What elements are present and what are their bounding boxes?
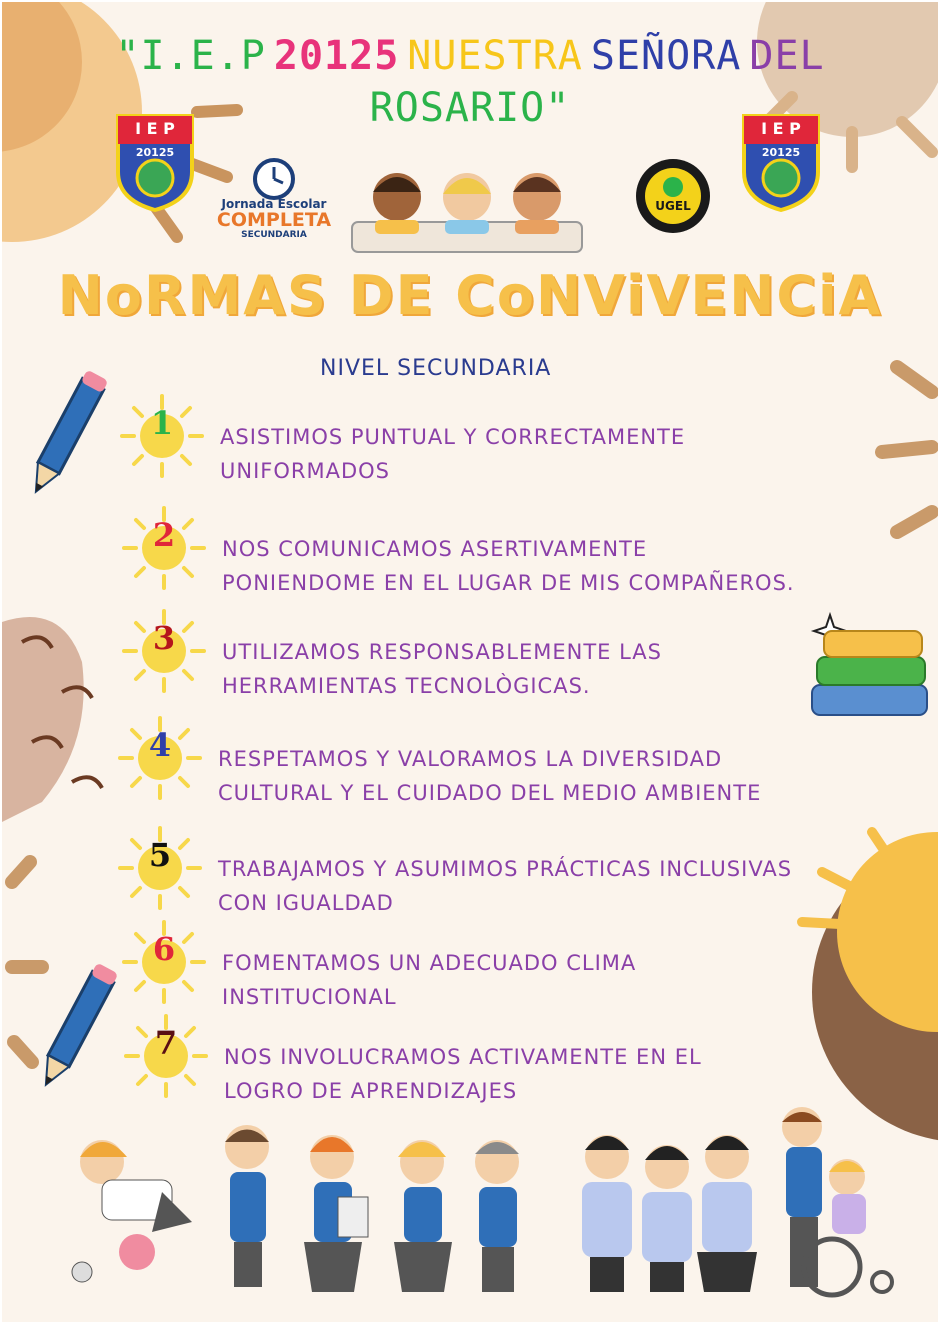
rule-number: 3 xyxy=(152,619,176,657)
jornada-line1: Jornada Escolar xyxy=(221,197,327,211)
rule-line1: ASISTIMOS PUNTUAL Y CORRECTAMENTE xyxy=(220,425,686,449)
pencil-icon xyxy=(30,960,120,1100)
rule-number: 2 xyxy=(152,516,176,554)
rule-line1: RESPETAMOS Y VALORAMOS LA DIVERSIDAD xyxy=(218,747,723,771)
level-subheading: NIVEL SECUNDARIA xyxy=(320,356,552,381)
title-word: SEÑORA xyxy=(590,33,742,79)
rule-line1: NOS COMUNICAMOS ASERTIVAMENTE xyxy=(222,537,648,561)
jornada-escolar-logo xyxy=(214,157,334,242)
school-shield-right xyxy=(740,112,822,212)
rule-item xyxy=(154,1024,702,1108)
title-word: NUESTRA xyxy=(407,33,583,79)
books-icon xyxy=(802,607,932,727)
rule-line2: PONIENDOME EN EL LUGAR DE MIS COMPAÑEROS. xyxy=(222,571,795,595)
rule-line1: TRABAJAMOS Y ASUMIMOS PRÁCTICAS INCLUSIVAS xyxy=(218,857,793,881)
rule-item xyxy=(148,836,793,920)
rule-item xyxy=(152,619,662,703)
ugel-text: UGEL xyxy=(655,199,691,213)
rule-line2: INSTITUCIONAL xyxy=(222,985,397,1009)
title-word: "I.E.P xyxy=(115,33,266,79)
jornada-line3: SECUNDARIA xyxy=(241,230,307,240)
shield-acronym: I E P xyxy=(761,119,801,138)
students-illustration xyxy=(42,1102,912,1302)
jornada-line2: COMPLETA xyxy=(216,209,332,231)
rule-number: 6 xyxy=(152,930,176,968)
pencil-icon xyxy=(20,367,110,507)
rule-item xyxy=(152,516,795,600)
shield-number: 20125 xyxy=(135,146,175,159)
poster xyxy=(2,2,938,1322)
rule-item xyxy=(150,404,686,488)
rule-number: 4 xyxy=(148,726,172,764)
rule-line2: UNIFORMADOS xyxy=(220,459,390,483)
title-line2: ROSARIO" xyxy=(369,85,571,131)
rule-number: 5 xyxy=(148,836,172,874)
ugel-logo xyxy=(634,157,712,235)
shield-number: 20125 xyxy=(761,146,801,159)
title-word: 20125 xyxy=(273,33,400,79)
school-shield-left xyxy=(114,112,196,212)
rule-number: 7 xyxy=(154,1024,178,1062)
rule-line1: NOS INVOLUCRAMOS ACTIVAMENTE EN EL xyxy=(224,1045,702,1069)
rule-line2: CON IGUALDAD xyxy=(218,891,394,915)
rule-line1: FOMENTAMOS UN ADECUADO CLIMA xyxy=(222,951,637,975)
rule-line2: CULTURAL Y EL CUIDADO DEL MEDIO AMBIENTE xyxy=(218,781,762,805)
kids-reading-illustration xyxy=(347,162,587,257)
rule-line2: HERRAMIENTAS TECNOLÒGICAS. xyxy=(222,674,591,698)
shield-acronym: I E P xyxy=(135,119,175,138)
title-word: DEL xyxy=(749,33,825,79)
rule-item xyxy=(148,726,762,810)
rule-line2: LOGRO DE APRENDIZAJES xyxy=(224,1079,518,1103)
poster-heading: NoRMAS DE CoNViVENCiA xyxy=(57,264,883,327)
title-line1 xyxy=(2,30,938,82)
rule-item xyxy=(152,930,637,1014)
rule-line1: UTILIZAMOS RESPONSABLEMENTE LAS xyxy=(222,640,662,664)
rule-number: 1 xyxy=(150,404,174,442)
